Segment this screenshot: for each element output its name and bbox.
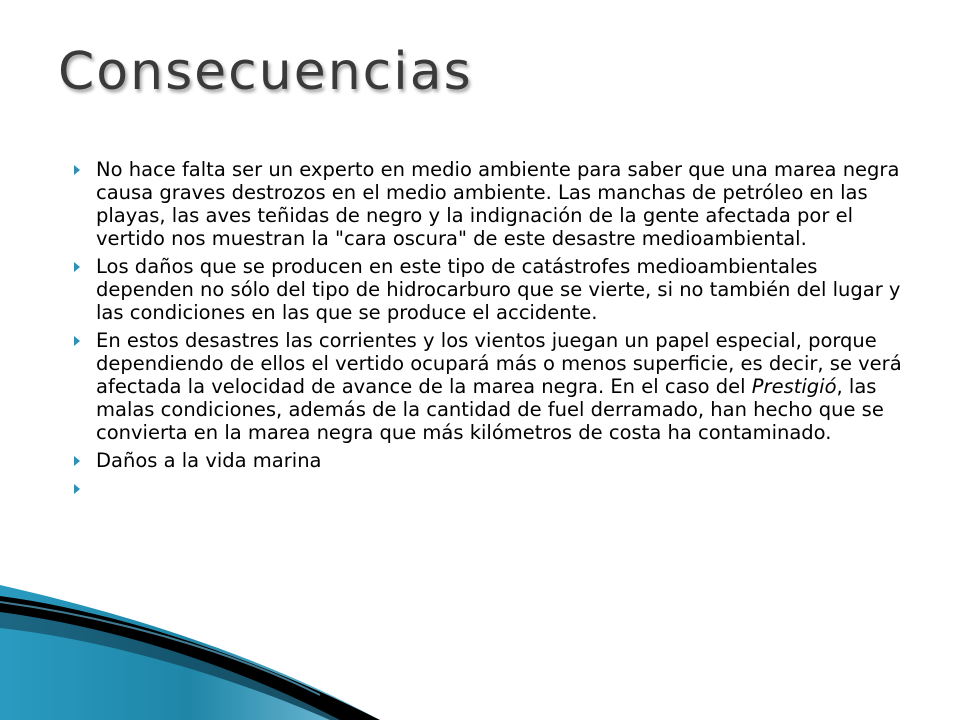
ship-name-italic: Prestigió: [751, 375, 837, 398]
slide-title: Consecuencias: [58, 42, 473, 102]
bullet-text: No hace falta ser un experto en medio ambiente para saber que una marea negra causa graves destrozos en el medio ambiente. Las manchas de petróleo en las playas, las aves teñidas de negro y la indignación de la gente afectada por el vertido nos muestran la "cara oscura" de este desastre medioambiental.: [96, 158, 900, 250]
bullet-text-part: , las malas condiciones, además de la cantidad de fuel derramado, han hecho que se convierta en la marea negra que más kilómetros de costa ha contaminado.: [96, 375, 884, 444]
bullet-text: Los daños que se producen en este tipo de catástrofes medioambientales dependen no sólo del tipo de hidrocarburo que se vierte, si no también del lugar y las condiciones en las que se produce el accidente.: [96, 255, 901, 324]
bullet-text: Daños a la vida marina: [96, 449, 322, 472]
bullet-text-part: En estos desastres las corrientes y los vientos juegan un papel especial, porque dependiendo de ellos el vertido ocupará más o menos superficie, es decir, se verá afectada la velocidad de avance de la marea negra. En el caso del: [96, 329, 902, 398]
